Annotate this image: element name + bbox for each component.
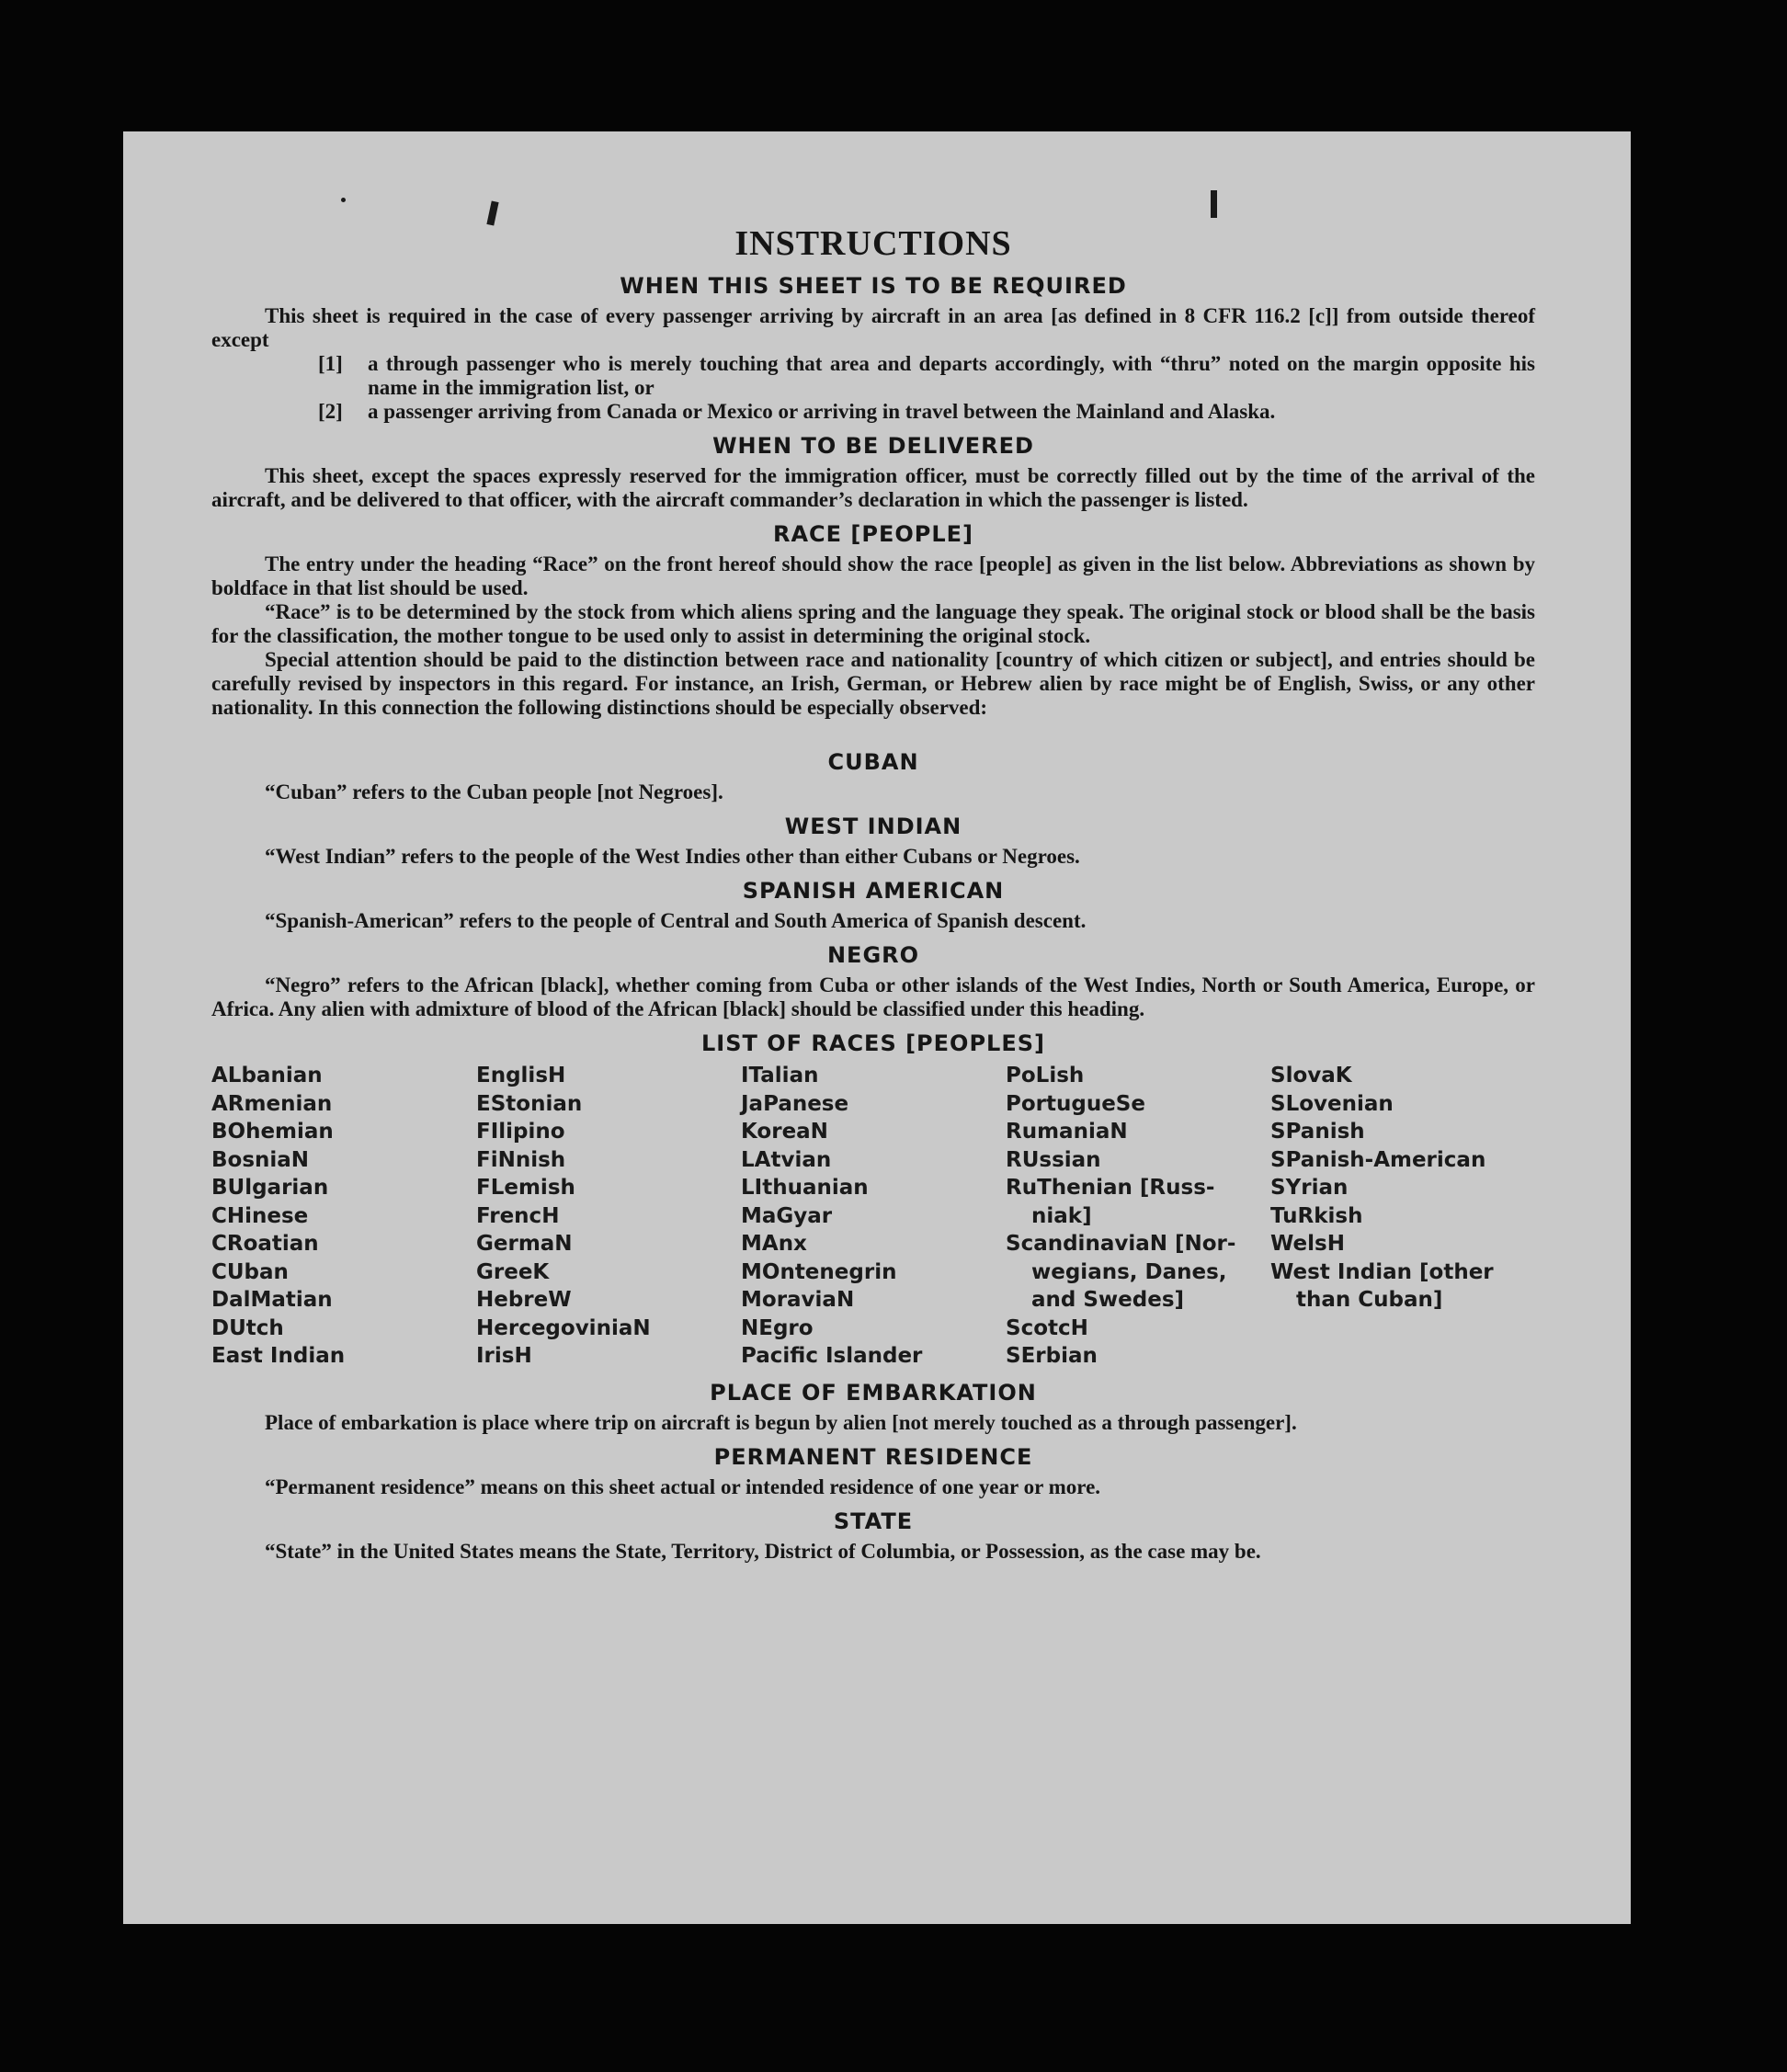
race-entry: ScandinaviaN [Nor- <box>1006 1232 1236 1256</box>
race-entry: ITalian <box>741 1064 819 1087</box>
race-entry: BUlgarian <box>211 1176 329 1200</box>
heading-list-of-races: LIST OF RACES [PEOPLES] <box>701 1030 1045 1056</box>
heading-when-delivered: WHEN TO BE DELIVERED <box>712 433 1034 459</box>
heading-west-indian: WEST INDIAN <box>784 814 962 839</box>
race-entry: SPanish-American <box>1270 1147 1486 1172</box>
race-column-2 <box>476 1062 741 1371</box>
race-entry: SPanish <box>1270 1120 1365 1144</box>
heading-state: STATE <box>833 1508 914 1534</box>
race-entry: DUtch <box>211 1315 284 1340</box>
state-text: “State” in the United States means the State, Territory, District of Columbia, or Possession, as the case may be. <box>265 1539 1261 1563</box>
page-title: INSTRUCTIONS <box>734 224 1012 263</box>
spanish-american-text: “Spanish-American” refers to the people of Central and South America of Spanish descent. <box>265 909 1087 932</box>
race-entry: DalMatian <box>211 1288 333 1312</box>
race-entry-continued: than Cuban] <box>1296 1288 1443 1312</box>
heading-permanent-residence: PERMANENT RESIDENCE <box>713 1443 1033 1470</box>
race-list <box>211 1062 1535 1371</box>
race-entry: SLovenian <box>1270 1091 1394 1116</box>
race-entry: CHinese <box>211 1203 309 1228</box>
race-column-5 <box>1270 1062 1535 1371</box>
embarkation-text: Place of embarkation is place where trip on aircraft is begun by alien [not merely touched as a through passenger]. <box>265 1410 1297 1434</box>
race-entry: LAtvian <box>741 1147 832 1172</box>
race-entry: GermaN <box>476 1232 573 1256</box>
required-intro: This sheet is required in the case of every passenger arriving by aircraft in an area [as defined in 8 CFR 116.2 [c]] from outside thereof except <box>211 304 1535 351</box>
race-entry: HebreW <box>476 1288 572 1312</box>
negro-text: “Negro” refers to the African [black], whether coming from Cuba or other islands of the West Indies, North or South America, Europe, or Africa. Any alien with admixture of blood of the African [black] should be classified under this heading. <box>211 973 1535 1020</box>
heading-race: RACE [PEOPLE] <box>772 521 974 547</box>
exception-text: a passenger arriving from Canada or Mexico or arriving in travel between the Mainland and Alaska. <box>368 400 1276 423</box>
race-paragraph-3: Special attention should be paid to the distinction between race and nationality [country of which citizen or subject], and entries should be carefully revised by inspectors in this regard. For instance, an Irish, German, or Hebrew alien by race might be of English, Swiss, or any other nationality. In this connection the following distinctions should be especially observed: <box>211 648 1535 719</box>
race-entry: ALbanian <box>211 1064 323 1087</box>
race-entry: BosniaN <box>211 1147 310 1172</box>
exception-item-1 <box>211 352 1535 400</box>
race-entry: RumaniaN <box>1006 1120 1128 1144</box>
race-entry: FiNnish <box>476 1147 566 1172</box>
race-entry: RuThenian [Russ- <box>1006 1176 1215 1200</box>
race-entry: EStonian <box>476 1091 583 1116</box>
race-column-4 <box>1006 1062 1270 1371</box>
west-indian-text: “West Indian” refers to the people of the West Indies other than either Cubans or Negroes. <box>265 845 1080 868</box>
ink-mark-right <box>1211 190 1217 218</box>
race-entry: PortugueSe <box>1006 1091 1145 1116</box>
exception-number: [2] <box>318 400 343 423</box>
race-entry: FrencH <box>476 1203 560 1228</box>
race-entry: MaGyar <box>741 1203 833 1228</box>
race-entry: TuRkish <box>1270 1203 1363 1228</box>
race-entry: LIthuanian <box>741 1176 869 1200</box>
race-entry: PoLish <box>1006 1064 1085 1087</box>
race-entry: NEgro <box>741 1315 814 1340</box>
race-entry: FIlipino <box>476 1120 565 1144</box>
ink-dot <box>341 198 346 202</box>
race-entry: EnglisH <box>476 1064 566 1087</box>
race-paragraph-1: The entry under the heading “Race” on the front hereof should show the race [people] as given in the list below. Abbreviations as shown by boldface in that list should be used. <box>211 552 1535 599</box>
race-entry: JaPanese <box>741 1091 849 1116</box>
race-entry: GreeK <box>476 1259 550 1284</box>
race-entry: RUssian <box>1006 1147 1101 1172</box>
heading-negro: NEGRO <box>826 942 920 968</box>
race-entry: MoraviaN <box>741 1288 855 1312</box>
race-entry: HercegoviniaN <box>476 1315 651 1340</box>
race-paragraph-2: “Race” is to be determined by the stock from which aliens spring and the language they speak. The original stock or blood shall be the basis for the classification, the mother tongue to be used only to assist in determining the original stock. <box>211 600 1535 647</box>
race-entry: BOhemian <box>211 1120 334 1144</box>
cuban-text: “Cuban” refers to the Cuban people [not Negroes]. <box>265 780 723 803</box>
race-entry: WelsH <box>1270 1232 1345 1256</box>
race-entry: East Indian <box>211 1344 346 1368</box>
heading-embarkation: PLACE OF EMBARKATION <box>710 1379 1037 1406</box>
heading-cuban: CUBAN <box>827 749 919 775</box>
race-entry: Pacific Islander <box>741 1344 923 1368</box>
race-entry: ScotcH <box>1006 1315 1088 1340</box>
race-column-3 <box>741 1062 1006 1371</box>
exception-item-2 <box>211 400 1535 424</box>
race-entry: FLemish <box>476 1176 575 1200</box>
heading-spanish-american: SPANISH AMERICAN <box>742 878 1005 904</box>
race-entry: SlovaK <box>1270 1064 1352 1087</box>
race-entry: MAnx <box>741 1232 807 1256</box>
race-column-1 <box>211 1062 476 1371</box>
race-entry: IrisH <box>476 1344 532 1368</box>
heading-when-required: WHEN THIS SHEET IS TO BE REQUIRED <box>620 273 1127 299</box>
race-entry-continued: wegians, Danes, <box>1031 1259 1227 1284</box>
race-entry-continued: and Swedes] <box>1031 1288 1185 1312</box>
delivered-text: This sheet, except the spaces expressly reserved for the immigration officer, must be correctly filled out by the time of the arrival of the aircraft, and be delivered to that officer, with the aircraft commander’s declaration in which the passenger is listed. <box>211 464 1535 511</box>
document-sheet <box>123 131 1631 1924</box>
race-entry: SErbian <box>1006 1344 1098 1368</box>
race-entry: CUban <box>211 1259 289 1284</box>
race-entry: CRoatian <box>211 1232 319 1256</box>
race-entry-continued: niak] <box>1031 1203 1092 1228</box>
exception-number: [1] <box>318 352 343 375</box>
exception-text: a through passenger who is merely touching that area and departs accordingly, with “thru” noted on the margin opposite his name in the immigration list, or <box>368 352 1535 399</box>
race-entry: West Indian [other <box>1270 1259 1494 1284</box>
instructions-content <box>211 223 1535 1564</box>
race-entry: MOntenegrin <box>741 1259 897 1284</box>
race-entry: ARmenian <box>211 1091 333 1116</box>
residence-text: “Permanent residence” means on this sheet actual or intended residence of one year or more. <box>265 1474 1101 1498</box>
race-entry: SYrian <box>1270 1176 1349 1200</box>
ink-mark-left <box>486 200 498 225</box>
race-entry: KoreaN <box>741 1120 828 1144</box>
